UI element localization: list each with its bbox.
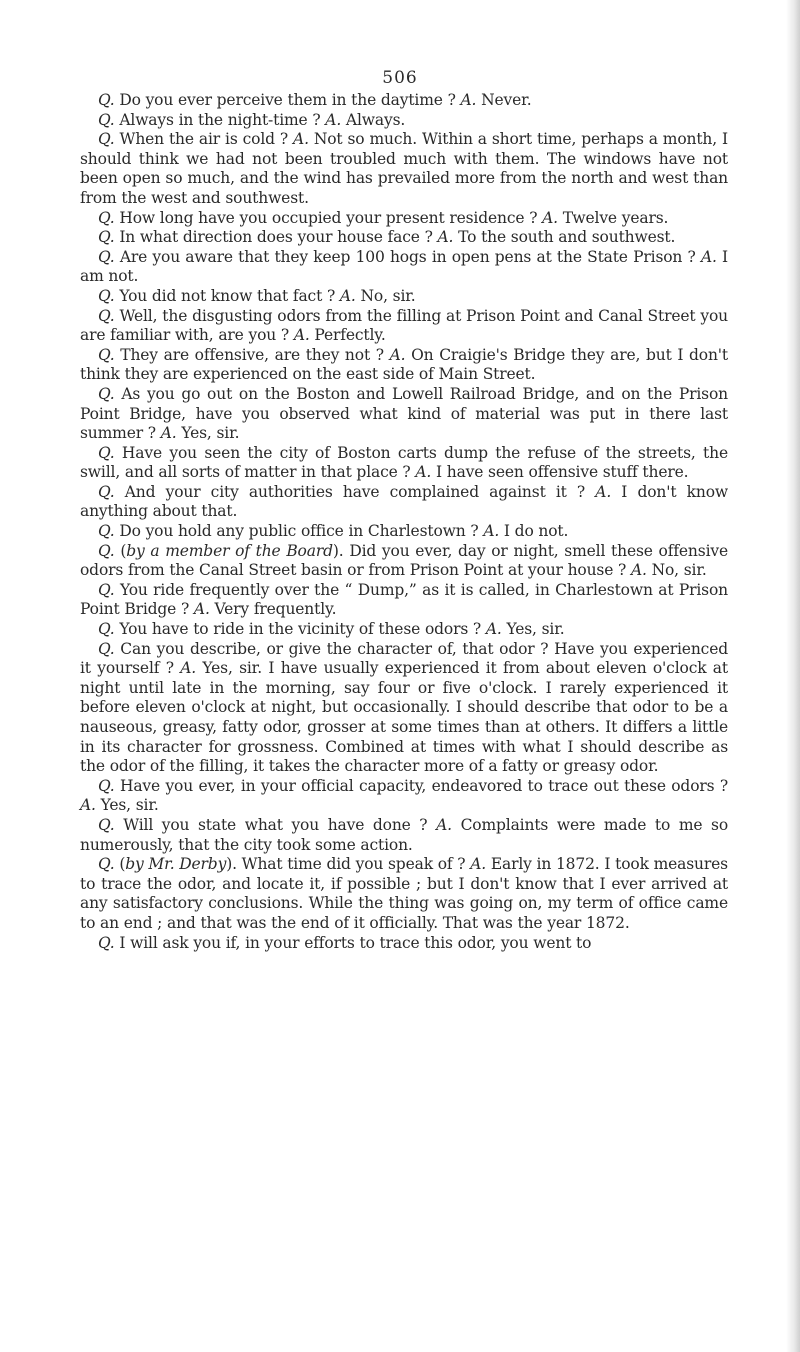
question-text: Have you ever, in your official capacity, endeavored to trace out these odors ? (114, 776, 728, 795)
answer-label: A. (80, 796, 96, 815)
question-text: Have you seen the city of Boston carts dump the refuse of the streets, the swill, and all sorts of matter in that place ? (80, 443, 728, 482)
answer-label: A. (325, 110, 342, 129)
qa-paragraph (80, 91, 728, 111)
qa-paragraph (80, 209, 728, 229)
page-text (80, 91, 728, 953)
answer-label: A. (700, 247, 717, 266)
question-text: They are offensive, are they not ? (114, 345, 390, 364)
answer-text: Complaints were made to me so numerously, that the city took some action. (80, 815, 729, 854)
answer-label: A. (160, 424, 177, 443)
qa-paragraph (80, 581, 728, 620)
qa-paragraph (80, 346, 728, 385)
question-label: Q. (98, 228, 115, 247)
question-label: Q. (98, 815, 115, 834)
answer-text: On Craigie's Bridge they are, but I don't think they are experienced on the east side of Main Street. (80, 345, 728, 384)
question-label: Q. (98, 580, 115, 599)
answer-label: A. (595, 482, 612, 501)
answer-label: A. (460, 91, 477, 109)
question-text: As you go out on the Boston and Lowell Railroad Bridge, and on the Prison Point Bridge, have you observed what kind of material was put in there last summer ? (80, 384, 728, 443)
question-label: Q. (98, 776, 115, 795)
answer-label: A. (437, 228, 454, 247)
answer-text: Early in 1872. I took measures to trace the odor, and locate it, if possible ; but I don't know that I ever arrived at any satisfactory conclusions. While the thing was going on, my term of office came to an end ; and that was the end of it officially. That was the year 1872. (80, 855, 728, 932)
speaker-aside: by Mr. Derby (125, 855, 227, 874)
question-label: Q. (98, 443, 115, 462)
question-label: Q. (98, 541, 115, 560)
qa-paragraph (80, 816, 728, 855)
question-label: Q. (98, 286, 115, 305)
question-label: Q. (98, 933, 115, 952)
answer-text: Never. (476, 91, 532, 109)
question-text: You have to ride in the vicinity of these odors ? (114, 620, 486, 639)
qa-paragraph (80, 522, 728, 542)
answer-label: A. (389, 345, 406, 364)
question-text: When the air is cold ? (114, 130, 294, 149)
answer-label: A. (485, 620, 502, 639)
qa-paragraph (80, 111, 728, 131)
answer-text: I do not. (499, 522, 569, 541)
answer-text: I have seen offensive stuff there. (431, 463, 689, 482)
question-text: Do you hold any public office in Charlestown ? (114, 522, 484, 541)
question-label: Q. (98, 639, 115, 658)
qa-paragraph (80, 620, 728, 640)
qa-paragraph (80, 228, 728, 248)
answer-text: I don't know anything about that. (80, 482, 729, 521)
qa-paragraph (80, 287, 728, 307)
question-label: Q. (98, 247, 115, 266)
answer-text: Twelve years. (557, 208, 669, 227)
question-label: Q. (98, 522, 115, 541)
question-label: Q. (98, 482, 115, 501)
answer-text: Always. (341, 110, 406, 129)
question-label: Q. (98, 306, 115, 325)
qa-paragraph (80, 444, 728, 483)
answer-text: Yes, sir. I have usually experienced it from about eleven o'clock at night until late in the morning, say four or five o'clock. I rarely experienced it before eleven o'clock at night, but occasionally. I should describe that odor to be a nauseous, greasy, fatty odor, grosser at some times than at others. It differs a little in its character for grossness. Combined at times with what I should describe as the odor of the filling, it takes the character more of a fatty or greasy odor. (80, 659, 728, 776)
question-label: Q. (98, 91, 115, 109)
answer-text: No, sir. (646, 561, 707, 580)
question-text: Always in the night-time ? (114, 110, 326, 129)
question-text: How long have you occupied your present residence ? (114, 208, 543, 227)
qa-paragraph (80, 307, 728, 346)
qa-paragraph: Q. (by a member of the Board). Did you ever, day or night, smell these offensive odors from the Canal Street basin or from Prison Point at your house ? A. No, sir. (80, 541, 728, 580)
qa-paragraph (80, 130, 728, 208)
question-text: What time did you speak of ? (236, 855, 471, 874)
answer-text: Perfectly. (309, 326, 386, 345)
question-text: And your city authorities have complained against it ? (114, 482, 596, 501)
answer-label: A. (470, 855, 487, 874)
answer-label: A. (293, 130, 309, 149)
answer-text: Yes, sir. (176, 424, 240, 443)
page-edge-shadow (786, 0, 800, 1352)
answer-label: A. (180, 659, 197, 678)
qa-paragraph (80, 248, 728, 287)
answer-text: Not so much. Within a short time, perhaps a month, I should think we had not been troubled much with them. The windows have not been open so much, and the wind has prevailed more from the north and west than from the west and southwest. (80, 130, 728, 207)
question-text: Are you aware that they keep 100 hogs in open pens at the State Prison ? (114, 247, 701, 266)
qa-paragraph (80, 934, 728, 954)
qa-paragraph (80, 640, 728, 777)
answer-label: A. (542, 208, 558, 227)
question-text: Did you ever, day or night, smell these offensive odors from the Canal Street basin or from Prison Point at your house ? (80, 541, 728, 580)
answer-text: No, sir. (355, 286, 416, 305)
question-text: In what direction does your house face ? (114, 228, 438, 247)
answer-label: A. (339, 286, 356, 305)
answer-label: A. (193, 600, 210, 619)
question-text: You ride frequently over the “ Dump,” as it is called, in Charlestown at Prison Point Bridge ? (80, 580, 728, 619)
question-label: Q. (98, 345, 115, 364)
answer-text: Yes, sir. (501, 620, 565, 639)
qa-paragraph: Q. (by Mr. Derby). What time did you speak of ? A. Early in 1872. I took measures to trace the odor, and locate it, if possible ; but I don't know that I ever arrived at any satisfactory conclusions. While the thing was going on, my term of office came to an end ; and that was the end of it officially. That was the year 1872. (80, 855, 728, 932)
question-text: Will you state what you have done ? (114, 815, 437, 834)
page-number: 506 (382, 68, 418, 88)
answer-label: A. (483, 522, 500, 541)
question-label: Q. (98, 130, 115, 149)
question-text: I will ask you if, in your efforts to trace this odor, you went to (114, 933, 592, 952)
answer-label: A. (415, 463, 432, 482)
question-label: Q. (98, 110, 115, 129)
answer-label: A. (630, 561, 647, 580)
question-text: Well, the disgusting odors from the filling at Prison Point and Canal Street you are familiar with, are you ? (80, 306, 728, 345)
question-label: Q. (98, 620, 115, 639)
question-text: Do you ever perceive them in the daytime ? (114, 91, 461, 109)
qa-paragraph (80, 483, 728, 522)
question-label: Q. (98, 208, 115, 227)
qa-paragraph (80, 385, 728, 444)
answer-label: A. (293, 326, 310, 345)
speaker-aside: by a member of the Board (126, 541, 333, 560)
question-label: Q. (98, 855, 115, 874)
answer-text: Very frequently. (209, 600, 337, 619)
answer-text: To the south and southwest. (453, 228, 676, 247)
answer-text: I am not. (80, 247, 728, 286)
qa-paragraph (80, 777, 728, 816)
answer-label: A. (436, 815, 452, 834)
question-text: You did not know that fact ? (114, 286, 340, 305)
question-label: Q. (98, 384, 115, 403)
question-text: Can you describe, or give the character of, that odor ? Have you experienced it yourself ? (80, 639, 728, 678)
answer-text: Yes, sir. (95, 796, 159, 815)
